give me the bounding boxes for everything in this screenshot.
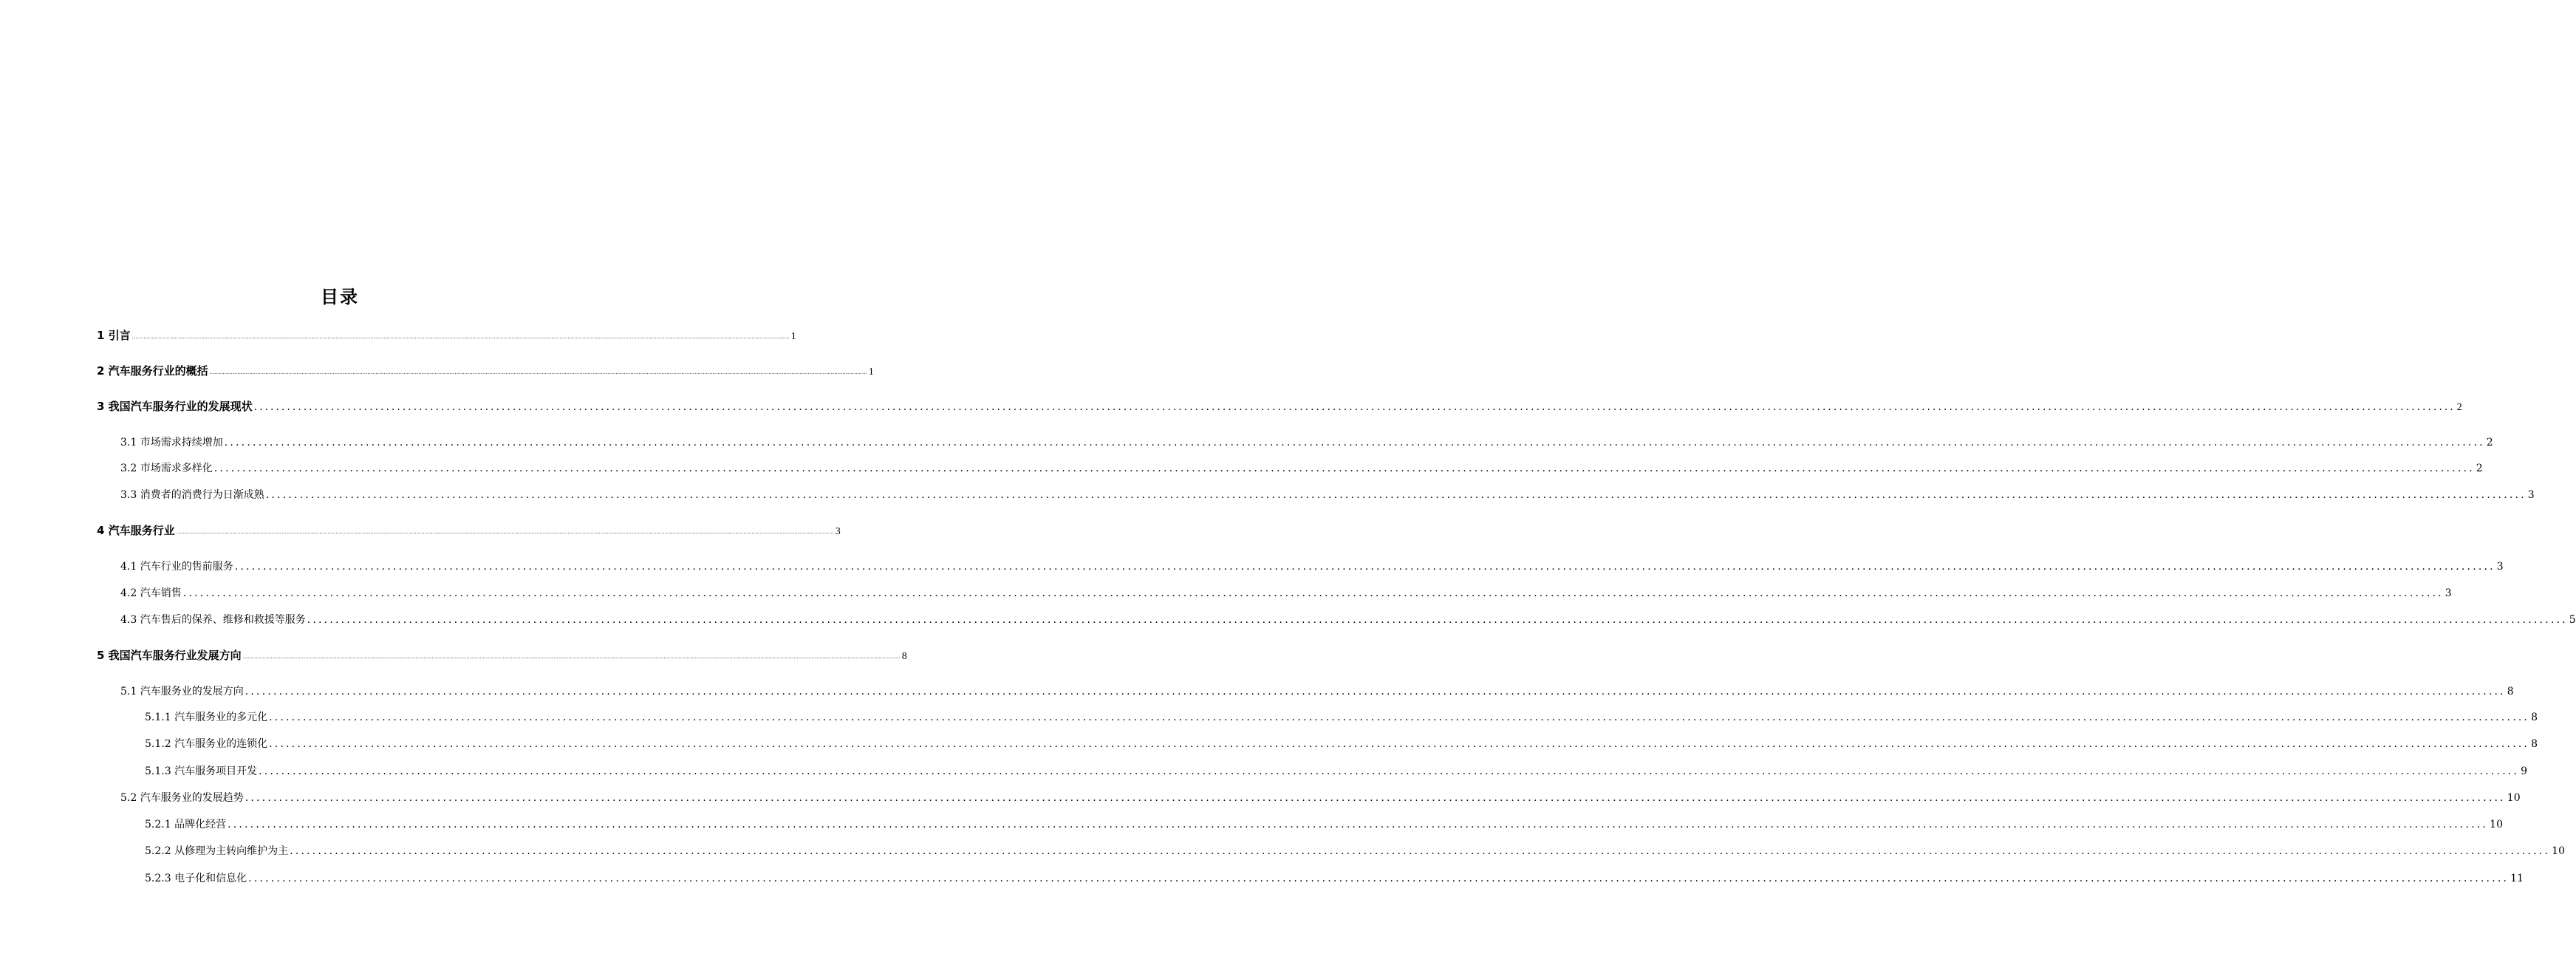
toc-entry-page: 8 — [2531, 738, 2538, 750]
toc-entry-page: 9 — [2521, 765, 2528, 777]
dot-leader: ................................................................................................................................................................................................................................................................................................................................................................................................................ — [245, 686, 2506, 697]
toc-entry-label: 1 引言 — [97, 329, 131, 342]
toc-entry-label: 3.3 消费者的消费行为日渐成熟 — [120, 489, 264, 501]
dot-leader: ................................................................................................................................................................................................................................................................................................................................................................................................................ — [253, 401, 2456, 413]
dot-leader: ................................................................................................................................................................................................................................................................................................................................................................................................................ — [228, 819, 2489, 830]
dot-leader: ................................................................................................................................................................................................................................................................................................................................................................................................................ — [248, 873, 2510, 884]
dot-leader: ................................................................................................................................................................................................................................................................................................................................................................................................................ — [209, 369, 867, 375]
toc-entry[interactable] — [120, 460, 2483, 477]
dot-leader: ................................................................................................................................................................................................................................................................................................................................................................................................................ — [245, 792, 2506, 804]
dot-leader: ................................................................................................................................................................................................................................................................................................................................................................................................................ — [290, 845, 2551, 857]
toc-entry[interactable] — [120, 612, 2576, 628]
toc-title: 目录 — [321, 287, 359, 307]
dot-leader: ................................................................................................................................................................................................................................................................................................................................................................................................................ — [234, 561, 2495, 573]
toc-entry[interactable] — [120, 559, 2504, 575]
toc-entry[interactable] — [120, 434, 2493, 451]
toc-entry-label: 5.2.2 从修理为主转向维护为主 — [145, 845, 289, 857]
dot-leader: ................................................................................................................................................................................................................................................................................................................................................................................................................ — [176, 529, 834, 535]
toc-entry-label: 4.2 汽车销售 — [120, 587, 182, 599]
dot-leader: ................................................................................................................................................................................................................................................................................................................................................................................................................ — [259, 765, 2520, 777]
toc-entry-page: 3 — [2527, 489, 2535, 501]
dot-leader: ................................................................................................................................................................................................................................................................................................................................................................................................................ — [269, 738, 2530, 750]
toc-entry-label: 2 汽车服务行业的概括 — [97, 364, 208, 378]
toc-entry-page: 1 — [790, 331, 796, 342]
toc-entry-label: 4.1 汽车行业的售前服务 — [120, 561, 233, 573]
toc-entry-label: 3.1 市场需求持续增加 — [120, 437, 223, 448]
toc-entry-label: 3 我国汽车服务行业的发展现状 — [97, 400, 253, 413]
toc-entry[interactable] — [145, 816, 2503, 833]
dot-leader: ................................................................................................................................................................................................................................................................................................................................................................................................................ — [265, 489, 2527, 501]
toc-entry[interactable] — [97, 647, 907, 663]
toc-entry-page: 3 — [835, 526, 841, 537]
toc-entry-label: 5 我国汽车服务行业发展方向 — [97, 649, 242, 662]
toc-entry-page: 10 — [2507, 792, 2521, 804]
toc-entry[interactable] — [145, 843, 2565, 859]
toc-entry[interactable] — [145, 870, 2524, 887]
toc-entry-page: 2 — [2476, 463, 2483, 474]
toc-entry-page: 10 — [2490, 819, 2503, 830]
toc-entry-page: 11 — [2510, 873, 2524, 884]
toc-entry-page: 8 — [901, 651, 907, 662]
toc-entry-label: 5.2.1 品牌化经营 — [145, 819, 227, 830]
dot-leader: ................................................................................................................................................................................................................................................................................................................................................................................................................ — [224, 437, 2485, 448]
dot-leader: ................................................................................................................................................................................................................................................................................................................................................................................................................ — [307, 614, 2568, 626]
toc-entry-page: 8 — [2507, 686, 2514, 697]
toc-entry-page: 3 — [2445, 587, 2452, 599]
toc-entry-page: 8 — [2531, 712, 2538, 723]
toc-entry-label: 4.3 汽车售后的保养、维修和救援等服务 — [120, 614, 306, 626]
toc-entry-label: 5.1 汽车服务业的发展方向 — [120, 686, 244, 697]
toc-entry-page: 2 — [2486, 437, 2493, 448]
toc-entry-label: 5.1.2 汽车服务业的连锁化 — [145, 738, 268, 750]
toc-entry[interactable] — [97, 522, 841, 539]
dot-leader: ................................................................................................................................................................................................................................................................................................................................................................................................................ — [242, 654, 901, 660]
toc-entry[interactable] — [145, 736, 2538, 752]
toc-entry-label: 5.1.3 汽车服务项目开发 — [145, 765, 258, 777]
toc-entry[interactable] — [120, 585, 2452, 601]
toc-entry-page: 10 — [2552, 845, 2565, 857]
toc-entry-label: 3.2 市场需求多样化 — [120, 463, 213, 474]
dot-leader: ................................................................................................................................................................................................................................................................................................................................................................................................................ — [182, 587, 2444, 599]
toc-entry[interactable] — [120, 683, 2514, 700]
dot-leader: ................................................................................................................................................................................................................................................................................................................................................................................................................ — [131, 334, 790, 340]
toc-entry-page: 3 — [2496, 561, 2504, 573]
toc-entry-label: 5.1.1 汽车服务业的多元化 — [145, 712, 268, 723]
toc-entry-label: 4 汽车服务行业 — [97, 524, 175, 537]
toc-entry-label: 5.2.3 电子化和信息化 — [145, 873, 247, 884]
toc-entry[interactable] — [120, 487, 2535, 503]
toc-entry[interactable] — [145, 709, 2538, 726]
toc-entry[interactable] — [97, 363, 874, 379]
toc-entry[interactable] — [97, 398, 2462, 415]
dot-leader: ................................................................................................................................................................................................................................................................................................................................................................................................................ — [269, 712, 2530, 723]
toc-entry-page: 2 — [2456, 402, 2462, 413]
toc-entry[interactable] — [120, 790, 2521, 806]
toc-entry-page: 1 — [868, 366, 874, 378]
toc-entry-label: 5.2 汽车服务业的发展趋势 — [120, 792, 244, 804]
dot-leader: ................................................................................................................................................................................................................................................................................................................................................................................................................ — [213, 463, 2475, 474]
toc-entry[interactable] — [145, 763, 2528, 780]
toc-entry-page: 5 — [2569, 614, 2576, 626]
toc-entry[interactable] — [97, 327, 796, 344]
